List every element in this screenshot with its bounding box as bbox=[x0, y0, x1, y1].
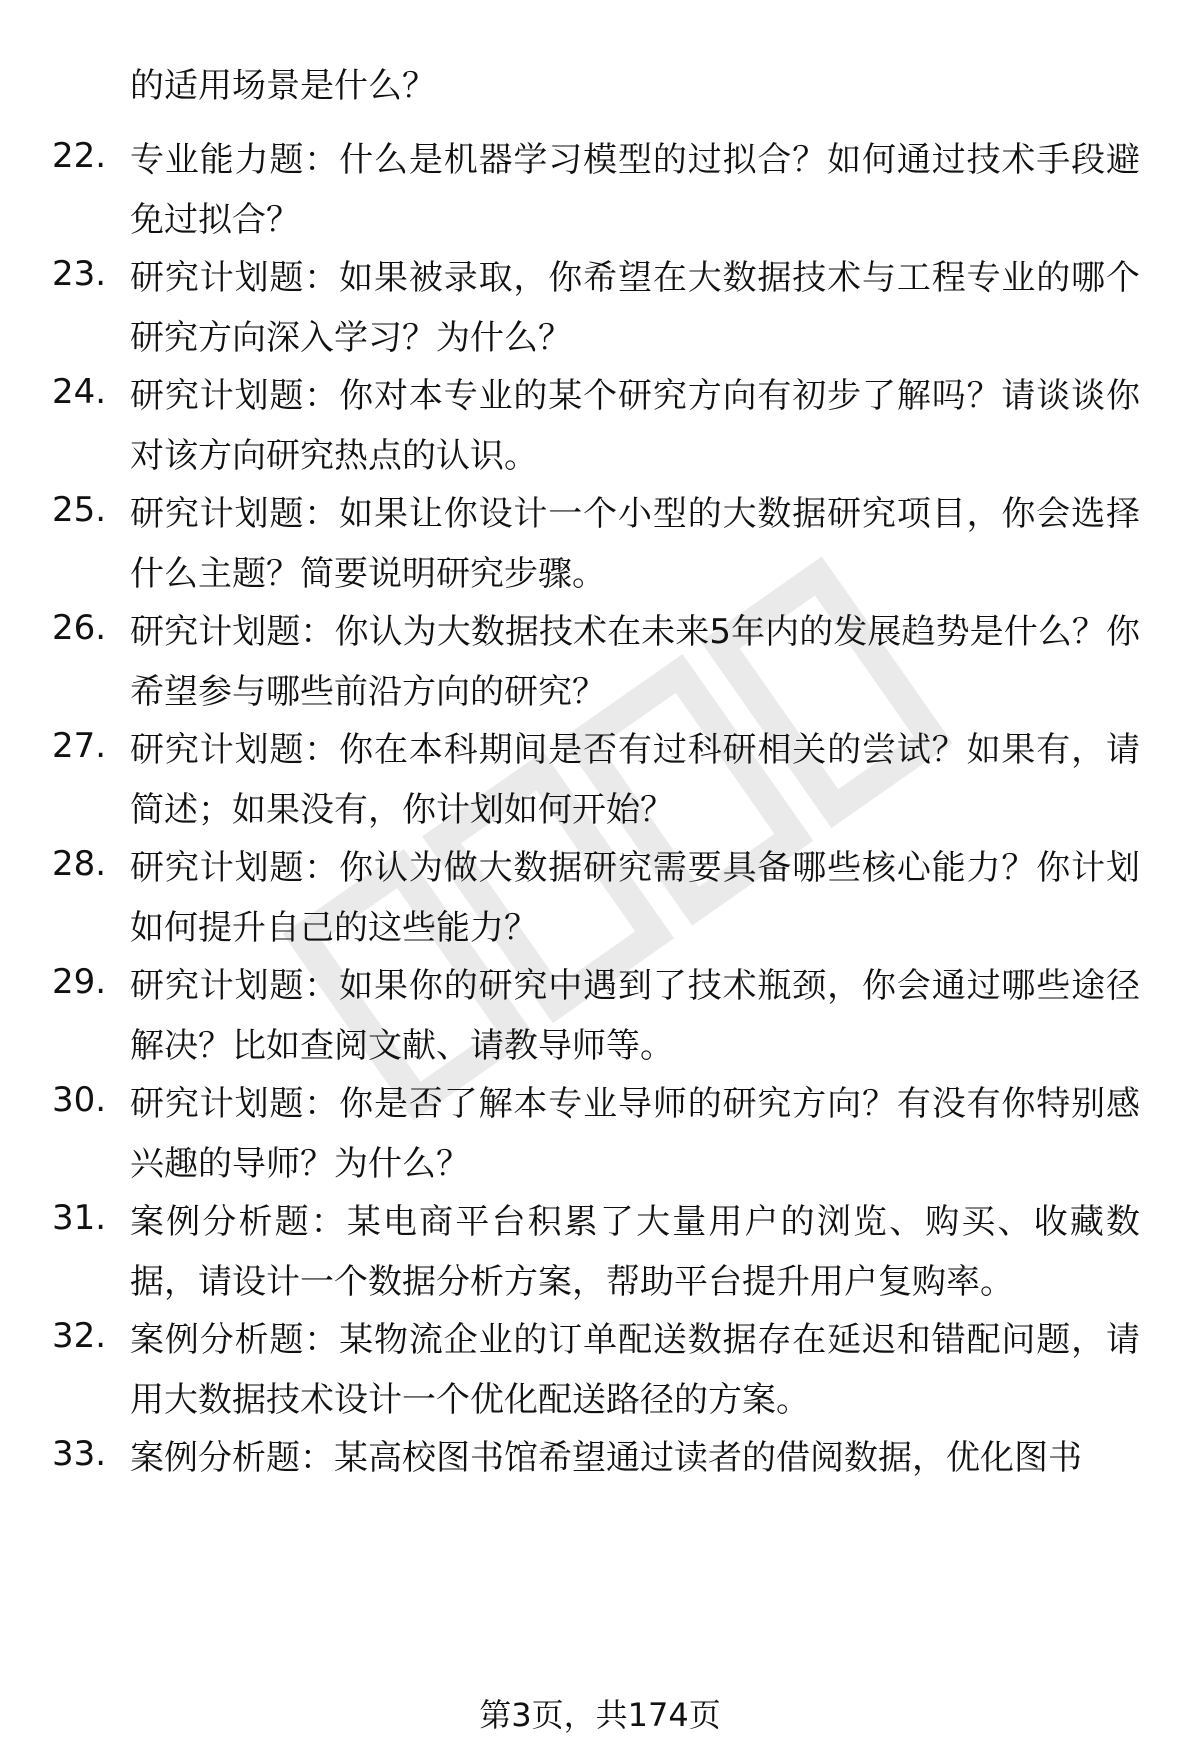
page-footer: 第3页，共174页 bbox=[479, 1696, 721, 1734]
question-number: 32. bbox=[52, 1316, 107, 1356]
list-item bbox=[0, 366, 1200, 476]
list-item bbox=[0, 1192, 1200, 1302]
list-item bbox=[0, 1074, 1200, 1184]
list-item bbox=[0, 1428, 1200, 1538]
continuation-text: 的适用场景是什么？ bbox=[130, 66, 436, 106]
question-text: 研究计划题：你是否了解本专业导师的研究方向？有没有你特别感兴趣的导师？为什么？ bbox=[130, 1084, 1140, 1184]
question-text: 研究计划题：你在本科期间是否有过科研相关的尝试？如果有，请简述；如果没有，你计划如何开始？ bbox=[130, 730, 1140, 830]
list-item bbox=[0, 838, 1200, 948]
question-number: 31. bbox=[52, 1198, 107, 1238]
list-item bbox=[0, 1310, 1200, 1420]
question-text: 案例分析题：某物流企业的订单配送数据存在延迟和错配问题，请用大数据技术设计一个优化配送路径的方案。 bbox=[130, 1320, 1140, 1420]
question-text: 研究计划题：你认为大数据技术在未来5年内的发展趋势是什么？你希望参与哪些前沿方向的研究？ bbox=[130, 612, 1140, 712]
list-item bbox=[0, 484, 1200, 594]
question-number: 25. bbox=[52, 490, 107, 530]
question-text: 研究计划题：如果你的研究中遇到了技术瓶颈，你会通过哪些途径解决？比如查阅文献、请教导师等。 bbox=[130, 966, 1140, 1066]
list-item bbox=[0, 248, 1200, 358]
question-number: 29. bbox=[52, 962, 107, 1002]
question-number: 26. bbox=[52, 608, 107, 648]
question-number: 23. bbox=[52, 254, 107, 294]
question-text: 研究计划题：你认为做大数据研究需要具备哪些核心能力？你计划如何提升自己的这些能力？ bbox=[130, 848, 1140, 948]
question-text: 案例分析题：某电商平台积累了大量用户的浏览、购买、收藏数据，请设计一个数据分析方案，帮助平台提升用户复购率。 bbox=[130, 1202, 1140, 1302]
question-number: 28. bbox=[52, 844, 107, 884]
question-number: 24. bbox=[52, 372, 107, 412]
question-text: 专业能力题：什么是机器学习模型的过拟合？如何通过技术手段避免过拟合？ bbox=[130, 140, 1140, 240]
question-text: 研究计划题：你对本专业的某个研究方向有初步了解吗？请谈谈你对该方向研究热点的认识。 bbox=[130, 376, 1140, 476]
question-number: 22. bbox=[52, 136, 107, 176]
question-text: 研究计划题：如果让你设计一个小型的大数据研究项目，你会选择什么主题？简要说明研究步骤。 bbox=[130, 494, 1140, 594]
question-text: 研究计划题：如果被录取，你希望在大数据技术与工程专业的哪个研究方向深入学习？为什么？ bbox=[130, 258, 1140, 358]
question-number: 27. bbox=[52, 726, 107, 766]
list-item bbox=[0, 956, 1200, 1066]
question-text: 案例分析题：某高校图书馆希望通过读者的借阅数据，优化图书 bbox=[130, 1438, 1082, 1478]
list-item bbox=[0, 720, 1200, 830]
question-number: 30. bbox=[52, 1080, 107, 1120]
question-number: 33. bbox=[52, 1434, 107, 1474]
list-item bbox=[0, 602, 1200, 712]
list-item bbox=[0, 130, 1200, 240]
